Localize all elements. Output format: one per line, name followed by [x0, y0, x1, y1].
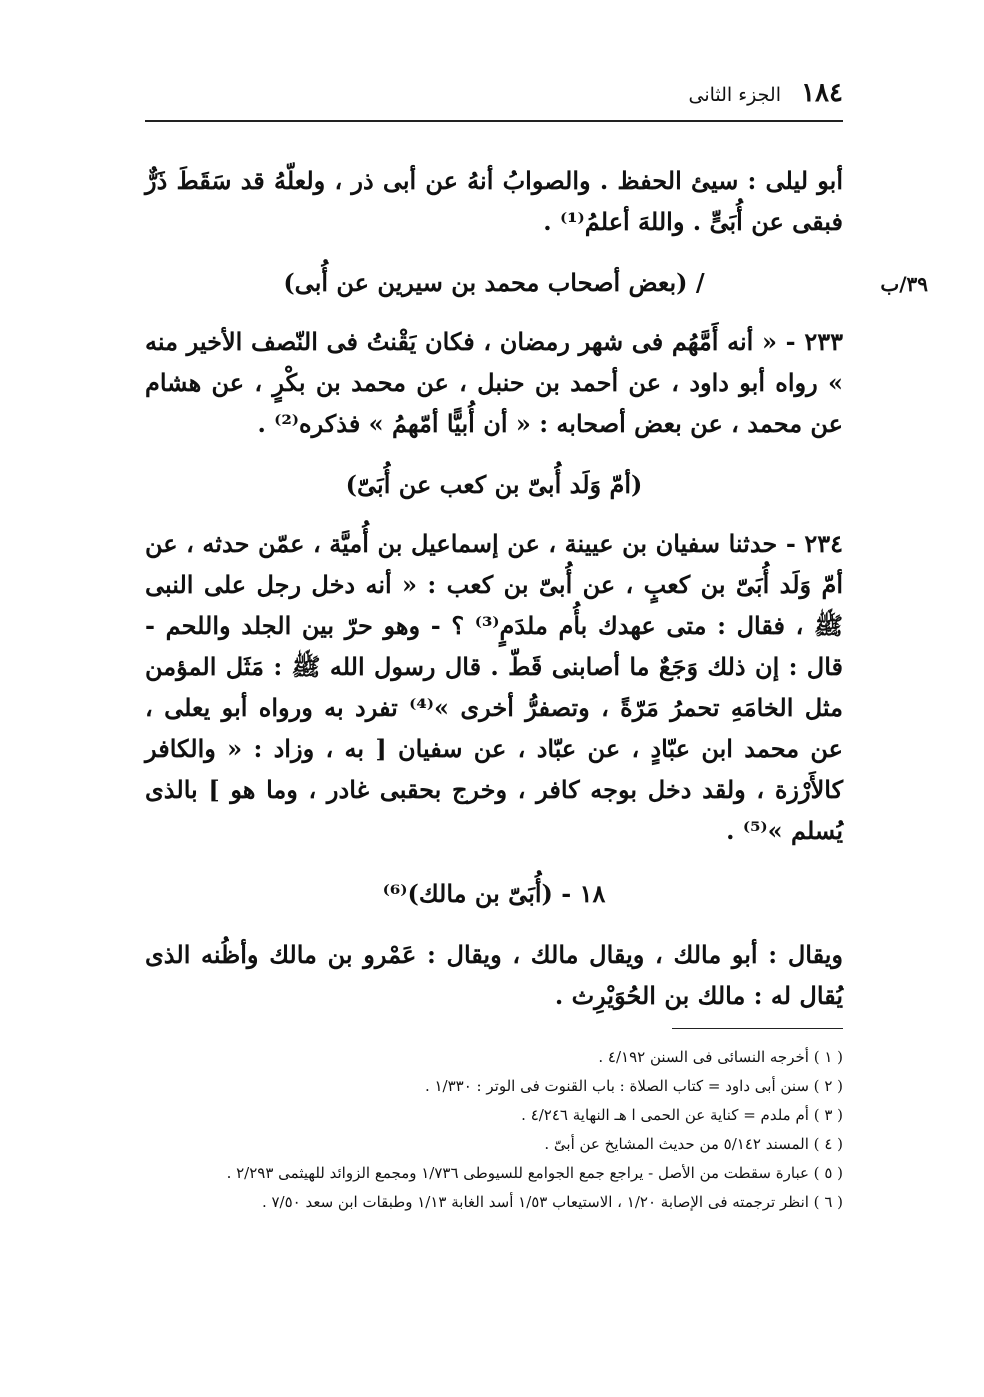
hadith-233: ٢٣٣ - « أنه أَمَّهُم فى شهر رمضان ، فكان يَقْنتُ فى النّصف الأخير منه » رواه أبو داود ، عن أحمد بن حنبل ، عن محمد بن بكْرٍ ، عن هشام عن محمد ، عن بعض أصحابه : « أن أُبيًّا أمّهمُ » فذكره⁽²⁾ . [145, 327, 843, 438]
footnote-2: ( ٢ ) سنن أبى داود = كتاب الصلاة : باب القنوت فى الوتر : ١/٣٣٠ . [424, 1077, 843, 1095]
footnote-3: ( ٣ ) أم ملدم = كناية عن الحمى ا هـ النهاية ٤/٢٤٦ . [521, 1106, 843, 1124]
page-number: ١٨٤ [801, 78, 843, 108]
section-heading-3: ١٨ - (أُبَىّ بن مالك)⁽⁶⁾ [382, 879, 606, 908]
footnote-rule [672, 1028, 843, 1029]
page-header [145, 78, 843, 118]
paragraph-intro: أبو ليلى : سيئ الحفظ . والصوابُ أنهُ عن أبى ذر ، ولعلّهُ قد سَقَطَ ذَرٌّ فبقى عن أُبَىٍّ . واللهَ أعلمُ⁽¹⁾ . [145, 166, 843, 236]
manuscript-folio-note: ٣٩/ب [880, 272, 928, 296]
volume-title: الجزء الثانى [688, 84, 781, 106]
footnote-4: ( ٤ ) المسند ٥/١٤٢ من حديث المشايخ عن أبىّ . [544, 1135, 843, 1153]
paragraph-ubayy-ibn-malik: ويقال : أبو مالك ، ويقال مالك ، ويقال : عَمْرو بن مالك وأظُنه الذى يُقال له : مالك بن الحُوَيْرِث . [145, 940, 843, 1010]
section-heading-2: (أمّ وَلَد أُبىّ بن كعب عن أُبَىّ) [345, 470, 643, 499]
main-text [145, 160, 843, 1016]
section-heading-1: / (بعض أصحاب محمد بن سيرين عن أُبى) [283, 268, 705, 297]
footnote-1: ( ١ ) أخرجه النسائى فى السنن ٤/١٩٢ . [598, 1048, 843, 1066]
footnotes [145, 1043, 843, 1217]
footnote-6: ( ٦ ) انظر ترجمته فى الإصابة ١/٢٠ ، الاستيعاب ١/٥٣ أسد الغابة ١/١٣ وطبقات ابن سعد ٧/٥٠ . [261, 1193, 843, 1211]
header-rule [145, 120, 843, 122]
footnote-5: ( ٥ ) عبارة سقطت من الأصل - يراجع جمع الجوامع للسيوطى ١/٧٣٦ ومجمع الزوائد للهيثمى ٢/٢٩٣ . [226, 1164, 843, 1182]
hadith-234: ٢٣٤ - حدثنا سفيان بن عيينة ، عن إسماعيل بن أُميَّة ، عمّن حدثه ، عن أمّ وَلَد أُبَىّ بن كعبٍ ، عن أُبىّ بن كعب : « أنه دخل رجل على النبى ﷺ ، فقال : متى عهدك بأُم ملدَمٍ⁽³⁾ ؟ - وهو حرّ بين الجلد واللحم - قال : إن ذلك وَجَعٌ ما أصابنى قَطّ . قال رسول الله ﷺ : مَثَل المؤمن مثل الخامَهِ تحمرُ مَرّةً ، وتصفرُّ أخرى »⁽⁴⁾ تفرد به ورواه أبو يعلى ، عن محمد ابن عبّادٍ ، عن عبّاد ، عن سفيان [ به ، وزاد : « والكافر كالأَرْزة ، ولقد دخل بوجه كافر ، وخرج بحقبى غادر ، وما هو ] بالذى يُسلم »⁽⁵⁾ . [145, 529, 844, 845]
